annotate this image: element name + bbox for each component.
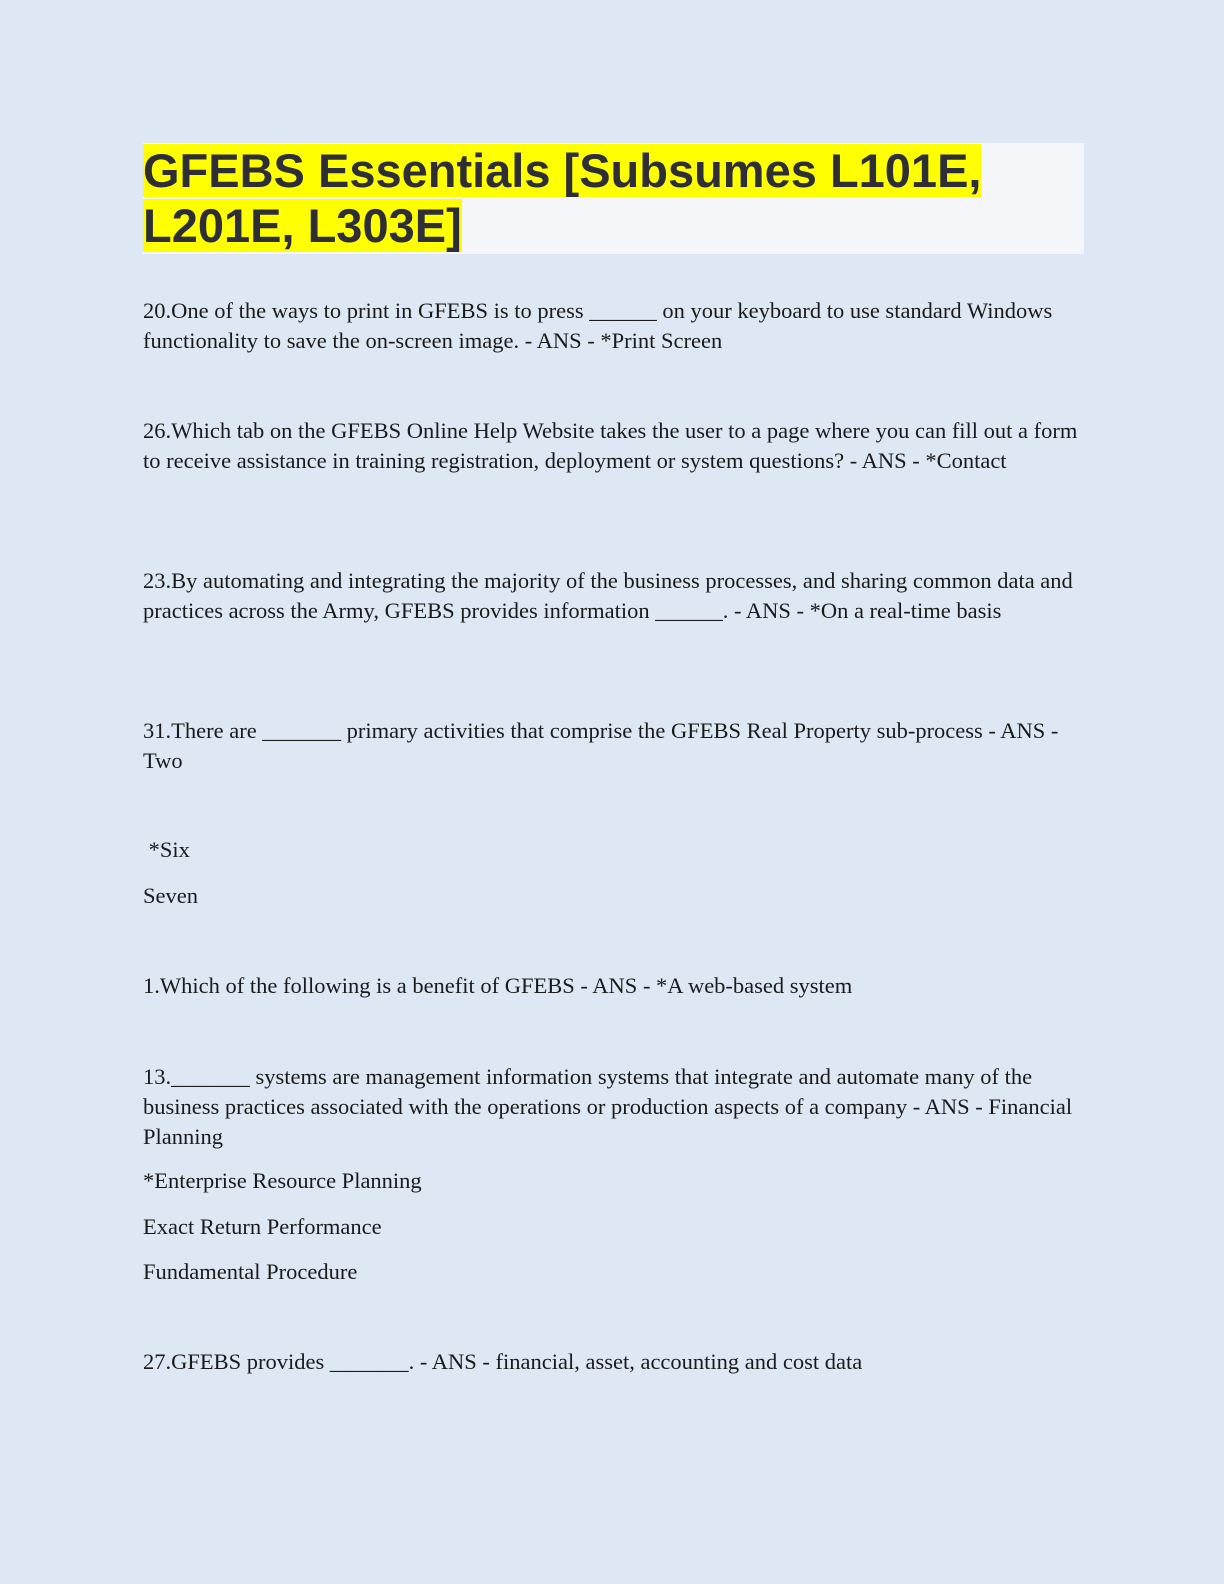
option-six: *Six (143, 837, 190, 862)
option-exact-return-performance: Exact Return Performance (143, 1214, 382, 1239)
document-title-text: GFEBS Essentials [Subsumes L101E, L201E, L303E] (143, 144, 982, 252)
option-seven: Seven (143, 883, 198, 908)
option-enterprise-resource-planning: *Enterprise Resource Planning (143, 1168, 422, 1193)
question-23: 23.By automating and integrating the majority of the business processes, and sharing common data and practices across the Army, GFEBS provides information ______. - ANS - *On a real-time basis (143, 568, 1073, 623)
question-1: 1.Which of the following is a benefit of GFEBS - ANS - *A web-based system (143, 973, 853, 998)
option-fundamental-procedure: Fundamental Procedure (143, 1259, 358, 1284)
title-block (143, 143, 1084, 254)
question-20: 20.One of the ways to print in GFEBS is to press ______ on your keyboard to use standard Windows functionality to save the on-screen image. - ANS - *Print Screen (143, 298, 1053, 353)
question-27: 27.GFEBS provides _______. - ANS - financial, asset, accounting and cost data (143, 1349, 863, 1374)
question-13: 13._______ systems are management information systems that integrate and automate many of the business practices associated with the operations or production aspects of a company - ANS - Financial Planning (143, 1064, 1073, 1149)
question-31: 31.There are _______ primary activities that comprise the GFEBS Real Property sub-process - ANS - Two (143, 718, 1059, 773)
question-26: 26.Which tab on the GFEBS Online Help Website takes the user to a page where you can fill out a form to receive assistance in training registration, deployment or system questions? - ANS - *Contact (143, 418, 1078, 473)
document-title (143, 143, 1023, 253)
